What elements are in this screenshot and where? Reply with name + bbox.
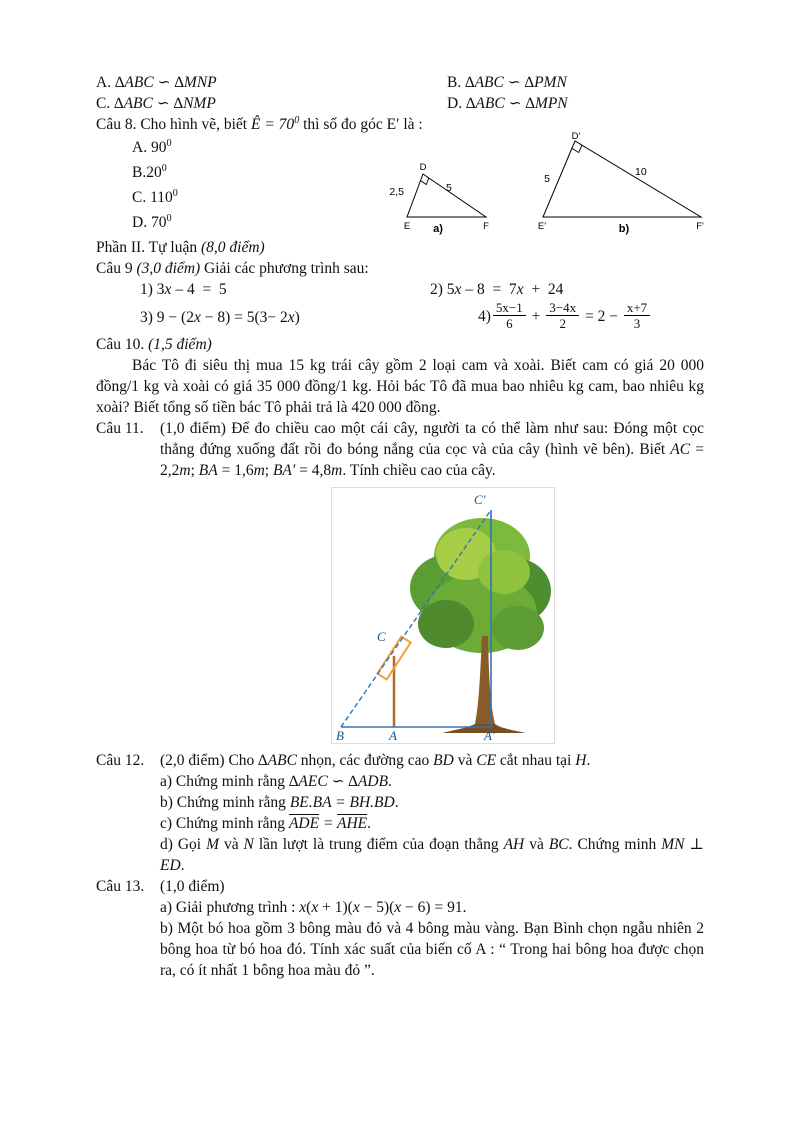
text-segment: = (319, 815, 338, 832)
side-label-5: 5 (446, 182, 452, 194)
question-13-item-b (160, 918, 704, 981)
vertex-label-d-prime: D' (571, 131, 581, 142)
point-label-b: B (336, 728, 344, 743)
triangle-b (538, 131, 704, 235)
text-segment: x (311, 899, 319, 916)
answer-option-b (447, 72, 567, 93)
vertex-label-d: D (419, 162, 427, 173)
text-segment: Phần II. Tự luận (96, 239, 201, 256)
text-segment: = 70 (260, 116, 295, 133)
text-segment: 1) 3 (140, 281, 165, 298)
text-segment: ∆ABC ∽ ∆MPN (465, 95, 568, 112)
question-13-label: Câu 13. (96, 878, 145, 895)
text-segment: A. (96, 74, 115, 91)
question-8-block (96, 131, 704, 237)
question-9-equations-row-2 (140, 300, 704, 334)
question-9-equations-row-1 (140, 279, 704, 300)
fraction: $\frac{3-4x}{2}$ (546, 300, 579, 331)
right-angle-marker (572, 145, 582, 152)
equation-1 (140, 279, 430, 300)
text-segment: ∆ABC ∽ ∆MNP (114, 74, 217, 91)
mc-answers-row-1 (96, 72, 704, 93)
text-segment: AC (670, 441, 691, 458)
answer-option-c (96, 93, 447, 114)
text-segment: = 1,6 (217, 462, 254, 479)
text-segment: (1,5 điểm) (148, 336, 212, 353)
text-segment: b) Một bó hoa gồm 3 bông màu đỏ và 4 bông màu vàng. Bạn Bình chọn ngẫu nhiên 2 bông hoa từ bó hoa đó. Tính xác suất của biến cố A : “ Trong hai bông hoa được chọn ra, có ít nhất 1 bông hoa màu đỏ ”. (160, 920, 704, 979)
text-segment: ∆ABC ∽ ∆NMP (114, 95, 216, 112)
text-segment: MN ⊥ ED (160, 836, 704, 874)
text-segment: d) Gọi (160, 836, 207, 853)
text-segment: N (243, 836, 254, 853)
text-segment: − 5)( (359, 899, 395, 916)
text-segment: A. 90 (132, 139, 167, 156)
question-12-item-d (160, 834, 704, 876)
caption-a: a) (433, 223, 443, 235)
text-segment: E′ (386, 116, 400, 133)
text-segment: x (287, 308, 295, 326)
vertex-label-e: E (403, 221, 411, 232)
text-segment: – 4 = 5 (171, 281, 227, 298)
text-segment: – 8 = 7 (461, 281, 517, 298)
text-segment: ∆ABC (258, 752, 297, 769)
vertex-label-e-prime: E' (537, 221, 547, 232)
caption-b: b) (618, 223, 630, 235)
text-segment: − 6) = 91. (401, 899, 467, 916)
text-segment: (1,0 điểm) Để đo chiều cao một cái cây, người ta có thể làm như sau: Đóng một cọc thẳng đứng xuống đất rồi đo bóng nắng của cọc và của cây (hình vẽ bên). Biết (160, 420, 704, 458)
text-segment: 0 (166, 137, 172, 149)
text-segment: Câu 9 (96, 260, 137, 277)
text-segment: và (453, 752, 477, 769)
text-segment: 4) (478, 307, 491, 325)
vertex-label-f-prime: F' (696, 221, 704, 232)
text-segment: (8,0 điểm) (200, 239, 265, 256)
question-12-body (160, 750, 704, 876)
text-segment: M (206, 836, 219, 853)
part-2-heading (96, 237, 704, 258)
text-segment: AH (503, 836, 525, 853)
question-12-label: Câu 12. (96, 752, 145, 769)
text-segment: B.20 (132, 164, 162, 181)
side-label-5b: 5 (544, 173, 550, 185)
point-label-c: C (377, 629, 386, 644)
question-12-intro (160, 750, 704, 771)
text-segment: ; (190, 462, 199, 479)
text-segment: D. (447, 95, 466, 112)
answer-option-d (447, 93, 568, 114)
point-label-c-prime: C' (474, 492, 486, 507)
text-segment: (3,0 điểm) (136, 260, 201, 277)
text-segment: thì số đo góc (299, 116, 387, 133)
fraction: $\frac{x+7}{3}$ (624, 300, 650, 331)
text-segment: cắt nhau tại (496, 752, 576, 769)
question-13-body (160, 876, 704, 981)
text-segment: a) Giải phương trình : (160, 899, 300, 916)
question-13 (96, 876, 704, 981)
text-segment: . (586, 752, 591, 769)
equation-4 (478, 299, 652, 333)
text-segment: Giải các phương trình sau: (200, 260, 369, 277)
text-segment: Ê (251, 116, 261, 133)
question-11 (96, 418, 704, 481)
text-segment: . Chứng minh (568, 836, 662, 853)
text-segment: m (331, 462, 343, 479)
text-segment: . (388, 773, 392, 790)
question-9-heading (96, 258, 704, 279)
answer-option-a (96, 72, 447, 93)
side-label-10: 10 (635, 166, 647, 178)
question-11-text (160, 418, 704, 481)
text-segment: = 2,2 (160, 441, 704, 479)
text-segment: 2) 5 (430, 281, 455, 298)
question-13-heading (160, 876, 704, 897)
text-segment: 0 (294, 114, 300, 126)
text-segment: Câu 10. (96, 336, 149, 353)
text-segment: là : (399, 116, 423, 133)
text-segment: x (516, 281, 524, 298)
text-segment: = 4,8 (295, 462, 332, 479)
text-segment: x (299, 899, 307, 916)
text-segment: và (524, 836, 549, 853)
text-segment: BC (548, 836, 569, 853)
text-segment: và (219, 836, 244, 853)
text-segment: − 8) = 5(3− 2 (200, 308, 288, 326)
text-segment: H (575, 752, 587, 769)
question-13-item-a (160, 897, 704, 918)
text-segment: ∆AEC ∽ ∆ADB (288, 773, 389, 790)
text-segment: b) Chứng minh rằng (160, 794, 290, 811)
text-segment: m (253, 462, 265, 479)
question-12 (96, 750, 704, 876)
question-10-text (96, 355, 704, 418)
text-segment: c) Chứng minh rằng (160, 815, 289, 832)
text-segment: + (527, 307, 545, 325)
right-angle-marker (421, 178, 429, 185)
text-segment: 0 (166, 212, 172, 224)
text-segment: . Tính chiều cao của cây. (342, 462, 496, 479)
text-segment: x (193, 308, 201, 326)
tree-measurement-figure (331, 487, 555, 744)
text-segment: a) Chứng minh rằng (160, 773, 289, 790)
text-segment: . (367, 815, 372, 832)
equation-2 (430, 279, 563, 300)
mc-answers-row-2 (96, 93, 704, 114)
equation-3 (140, 307, 478, 328)
text-segment: . (180, 857, 185, 874)
text-segment: (2,0 điểm) Cho (160, 752, 259, 769)
text-segment: $\overline{ADE}$ (288, 815, 320, 832)
text-segment: ∆ABC ∽ ∆PMN (465, 74, 567, 91)
text-segment: x (352, 899, 360, 916)
text-segment: + 24 (523, 281, 564, 298)
text-segment: (1,0 điểm) (160, 878, 225, 895)
tree-illustration (410, 518, 551, 733)
text-segment: x (454, 281, 462, 298)
text-segment: lần lượt là trung điểm của đoạn thẳng (253, 836, 504, 853)
text-segment: BA (198, 462, 218, 479)
text-segment: Câu 8. Cho hình vẽ, biết (96, 116, 251, 133)
triangle-a (389, 162, 489, 235)
text-segment: ) (294, 308, 300, 326)
question-11-label: Câu 11. (96, 420, 144, 437)
text-segment: 0 (172, 187, 178, 199)
text-segment: D. 70 (132, 214, 167, 231)
text-segment: ( (306, 899, 312, 916)
point-label-a-prime: A' (484, 728, 495, 743)
text-segment: C. 110 (132, 189, 173, 206)
fraction: $\frac{5x-1}{6}$ (493, 300, 526, 331)
question-12-item-b (160, 792, 704, 813)
text-segment: B. (447, 74, 466, 91)
text-segment: = 2 − (581, 307, 622, 325)
question-12-item-c (160, 813, 704, 834)
text-segment: nhọn, các đường cao (296, 752, 434, 769)
text-segment: ; (264, 462, 273, 479)
side-label-2-5: 2,5 (389, 186, 404, 198)
question-10-heading (96, 334, 704, 355)
question-12-item-a (160, 771, 704, 792)
vertex-label-f: F (483, 221, 489, 232)
text-segment: $\overline{AHE}$ (337, 815, 368, 832)
text-segment: BA′ (272, 462, 296, 479)
text-segment: Bác Tô đi siêu thị mua 15 kg trái cây gồm 2 loại cam và xoài. Biết cam có giá 20 000 đồng/1 kg và xoài có giá 35 000 đồng/1 kg. Hỏi bác Tô đã mua bao nhiêu kg cam, bao nhiêu kg xoài? Biết tổng số tiền bác Tô phải trả là 420 000 đồng. (96, 357, 704, 416)
point-label-a: A (389, 728, 397, 743)
text-segment: x (164, 281, 172, 298)
text-segment: . (394, 794, 399, 811)
text-segment: BD (433, 752, 454, 769)
text-segment: C. (96, 95, 115, 112)
text-segment: BE.BA = BH.BD (289, 794, 395, 811)
text-segment: 3) 9 − (2 (140, 308, 194, 326)
text-segment: x (394, 899, 402, 916)
text-segment: 0 (161, 162, 167, 174)
text-segment: + 1)( (318, 899, 353, 916)
text-segment: m (179, 462, 191, 479)
similar-triangles-figure (388, 131, 718, 235)
text-segment: CE (476, 752, 497, 769)
